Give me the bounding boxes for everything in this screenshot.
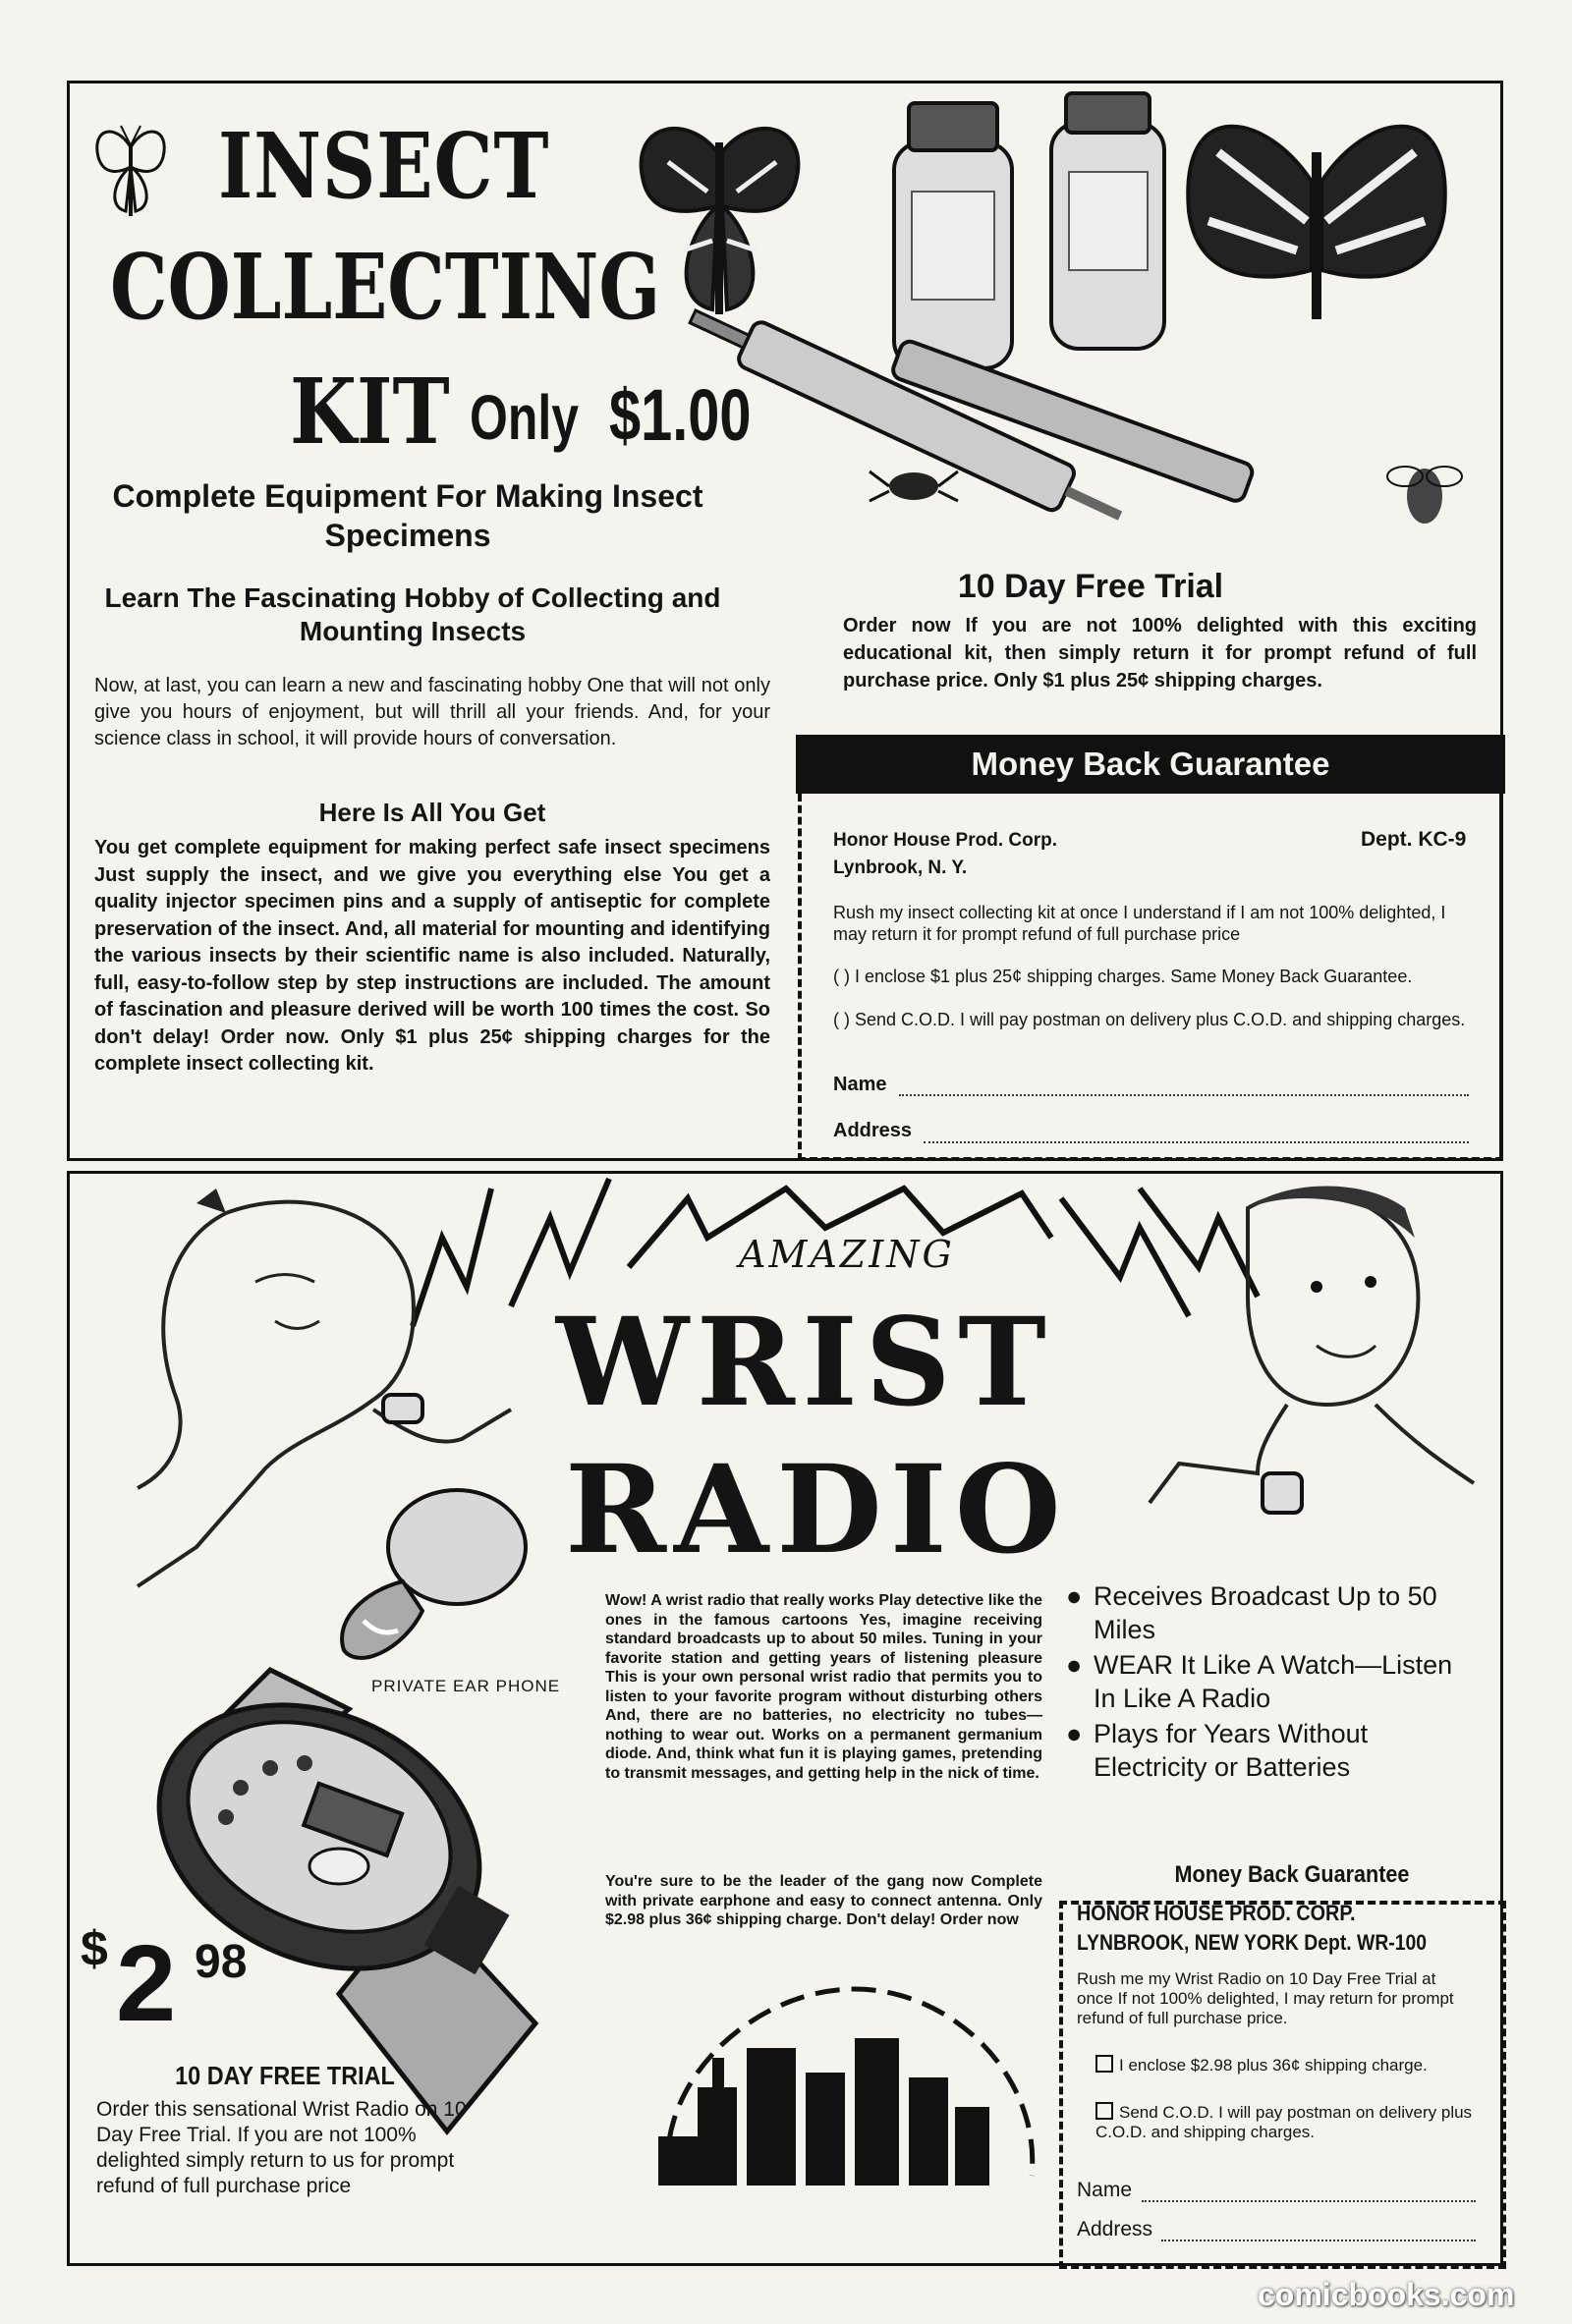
radio-bullet-item: ● Receives Broadcast Up to 50 Miles: [1066, 1581, 1437, 1644]
radio-title-line1: WRIST: [556, 1292, 1054, 1434]
radio-trial-heading: 10 DAY FREE TRIAL: [175, 2061, 395, 2090]
insect-coupon-address-label: Address: [833, 1120, 913, 1141]
radio-body2: You're sure to be the leader of the gang now Complete with private earphone and easy to connect antenna. Only $2.98 plus 36¢ shipping charge. Don't delay! Order now: [605, 1873, 1042, 1928]
bullet-dot-icon: ●: [1066, 1650, 1083, 1680]
radio-coupon-opt2[interactable]: Send C.O.D. I will pay postman on delivery plus C.O.D. and shipping charges.: [1095, 2103, 1473, 2141]
radio-coupon-body: Rush me my Wrist Radio on 10 Day Free Trial at once If not 100% delighted, I may return for prompt refund of full purchase price.: [1077, 1969, 1454, 2027]
insect-get-body: You get complete equipment for making perfect safe insect specimens Just supply the insect, and we give you everything else You get a quality injector specimen pins and a supply of antiseptic for complete preservation of the insect. And, all material for mounting and identifying the various insects by their scientific name is also included. Naturally, full, easy-to-follow step by step instructions are included. The amount of fascination and pleasure derived will be worth 100 times the cost. So don't delay! Order now. Only $1 plus 25¢ shipping charges for the complete insect collecting kit.: [94, 837, 770, 1075]
radio-price-dollar: $: [81, 1921, 108, 1976]
ear-phone-illustration: [324, 1483, 531, 1670]
insect-subtitle2: Learn The Fascinating Hobby of Collecting and Mounting Insects: [104, 582, 721, 646]
insect-title-line2: COLLECTING: [110, 234, 661, 340]
insect-price: $1.00: [609, 374, 752, 456]
insect-guarantee-bar: Money Back Guarantee: [796, 735, 1505, 794]
insect-price-prefix: Only: [470, 382, 579, 453]
insect-coupon-address-field[interactable]: [924, 1139, 1469, 1143]
checkbox-icon[interactable]: [1095, 2102, 1113, 2120]
radio-coupon-guarantee: Money Back Guarantee: [1174, 1861, 1410, 1888]
boy-illustration: [1150, 1179, 1493, 1552]
insect-trial-heading: 10 Day Free Trial: [957, 568, 1224, 605]
radio-order-coupon: [1059, 1901, 1506, 2269]
radio-coupon-opt1[interactable]: I enclose $2.98 plus 36¢ shipping charge.: [1095, 2055, 1474, 2075]
city-skyline-illustration: [639, 1979, 1061, 2186]
insect-coupon-name-field[interactable]: [899, 1092, 1469, 1096]
radio-bullet-item: ● WEAR It Like A Watch—Listen In Like A Radio: [1066, 1650, 1453, 1713]
insect-coupon-body: Rush my insect collecting kit at once I understand if I am not 100% delighted, I may return it for prompt refund of full purchase price: [833, 903, 1446, 944]
insect-coupon-dept: Dept. KC-9: [1361, 828, 1467, 851]
insect-kit-illustration: [609, 93, 1493, 555]
radio-body1: Wow! A wrist radio that really works Play detective like the ones in the famous cartoons Yes, imagine receiving standard broadcasts up to about 50 miles. Tuning in your favorite station and getting years of listening pleasure This is your own personal wrist radio that permits you to listen to your favorite program without disturbing others And, there are no batteries, no electricity no tubes—nothing to wear out. Works on a permanent germanium diode. And, think what fun it is playing games, pretending to transmit messages, and getting help in the nick of time.: [605, 1592, 1042, 1782]
radio-coupon-address-field[interactable]: [1161, 2238, 1476, 2241]
radio-price-main: 2: [116, 1923, 177, 2044]
insect-intro: Now, at last, you can learn a new and fascinating hobby One that will not only give you hours of enjoyment, but will thrill all your friends. And, for your science class in school, it will provide hours of conversation.: [94, 675, 770, 749]
insect-coupon-opt2[interactable]: ( ) Send C.O.D. I will pay postman on delivery plus C.O.D. and shipping charges.: [833, 1010, 1466, 1029]
insect-subtitle: Complete Equipment For Making Insect Specimens: [112, 478, 703, 553]
bullet-dot-icon: ●: [1066, 1581, 1083, 1611]
site-watermark: comicbooks.com: [1258, 2277, 1515, 2312]
radio-coupon-address-label: Address: [1077, 2218, 1153, 2241]
checkbox-icon[interactable]: [1095, 2055, 1113, 2073]
insect-get-heading: Here Is All You Get: [318, 798, 546, 827]
radio-coupon-city-dept: LYNBROOK, NEW YORK Dept. WR-100: [1077, 1930, 1428, 1955]
radio-title-line2: RADIO: [565, 1439, 1069, 1581]
radio-bullet-list: [1066, 1579, 1469, 1784]
insect-trial-body: Order now If you are not 100% delighted with this exciting educational kit, then simply return it for prompt refund of full purchase price. Only $1 plus 25¢ shipping charges.: [843, 615, 1477, 692]
insect-coupon-city: Lynbrook, N. Y.: [833, 858, 968, 878]
radio-bullet-item: ● Plays for Years Without Electricity or Batteries: [1066, 1719, 1369, 1782]
radio-coupon-name-label: Name: [1077, 2179, 1133, 2201]
radio-trial-body: Order this sensational Wrist Radio on 10 Day Free Trial. If you are not 100% delighted simply return to us for prompt refund of full purchase price: [96, 2098, 467, 2197]
radio-coupon-name-field[interactable]: [1142, 2198, 1476, 2202]
insect-coupon-company: Honor House Prod. Corp.: [833, 830, 1057, 851]
insect-coupon-name-label: Name: [833, 1074, 887, 1095]
insect-coupon-opt1[interactable]: ( ) I enclose $1 plus 25¢ shipping charges. Same Money Back Guarantee.: [833, 967, 1413, 986]
insect-title-line1: INSECT: [218, 113, 550, 219]
ear-phone-label: PRIVATE EAR PHONE: [371, 1677, 561, 1695]
butterfly-logo-icon: [86, 118, 175, 226]
radio-amazing: AMAZING: [739, 1233, 955, 1276]
insect-title-line3: KIT: [290, 359, 450, 465]
bullet-dot-icon: ●: [1066, 1719, 1083, 1748]
radio-price-cents: 98: [195, 1936, 248, 1988]
radio-coupon-company: HONOR HOUSE PROD. CORP.: [1077, 1901, 1356, 1925]
